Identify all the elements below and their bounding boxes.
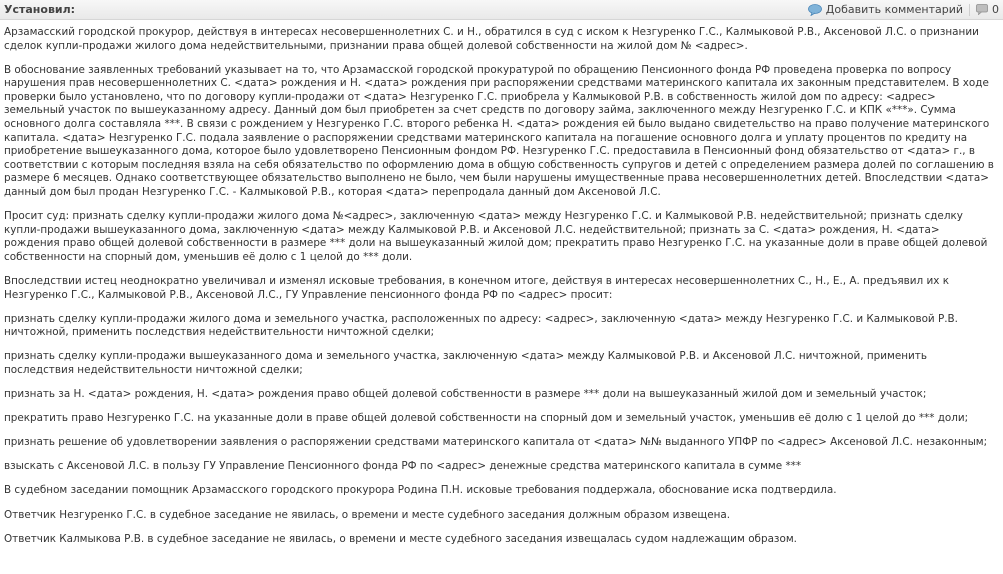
add-comment-label: Добавить комментарий: [825, 3, 963, 16]
paragraph-prosecutor: В судебном заседании помощник Арзамасского городского прокурора Родина П.Н. исковые требования поддержала, обоснование иска подтвердила.: [4, 484, 837, 497]
paragraph-demand-5: признать решение об удовлетворении заявления о распоряжении средствами материнского капитала от <дата> №№ выданного УПФР по <адрес> Аксеновой Л.С. незаконным;: [4, 436, 988, 449]
section-title: Установил:: [4, 3, 76, 16]
paragraph-defendant-2: Ответчик Калмыкова Р.В. в судебное заседание не явилась, о времени и месте судебного заседания извещалась судом надлежащим образом.: [4, 532, 797, 545]
paragraph-demand-2: признать сделку купли-продажи вышеуказанного дома и земельного участка, заключенную <дата> между Калмыковой Р.В. и Аксеновой Л.С. ничтожной, применить последствия недействительности ничтожной сделки;: [4, 350, 927, 376]
header-actions: [808, 3, 999, 16]
ruling-text: [4, 26, 994, 557]
paragraph-demand-4: прекратить право Незгуренко Г.С. на указанные доли в праве общей долевой собственности на спорный дом и земельный участок, уменьшив её долю с 1 целой до *** доли;: [4, 412, 969, 425]
section-header: [0, 0, 1003, 20]
comments-count-icon: [976, 4, 988, 15]
paragraph-amended-claims: Впоследствии истец неоднократно увеличивал и изменял исковые требования, в конечном итоге, действуя в интересах несовершеннолетних С., Н., Е., А. предъявил их к Незгуренко Г.С., Калмыковой Р.В., Аксеновой Л.С., ГУ Управление пенсионного фонда РФ по <адрес> просит:: [4, 275, 949, 301]
paragraph-defendant-1: Ответчик Незгуренко Г.С. в судебное заседание не явилась, о времени и месте судебного заседания должным образом извещена.: [4, 508, 731, 521]
add-comment-button[interactable]: [808, 3, 963, 16]
paragraph-claim: Арзамасский городской прокурор, действуя в интересах несовершеннолетних С. и Н., обратился в суд с иском к Незгуренко Г.С., Калмыковой Р.В., Аксеновой Л.С. о признании сделок купли-продажи жилого дома недействительными, признании права общей долевой собственности на жилой дом № <адрес>.: [4, 26, 979, 52]
paragraph-demand-6: взыскать с Аксеновой Л.С. в пользу ГУ Управление Пенсионного фонда РФ по <адрес> денежные средства материнского капитала в сумме ***: [4, 460, 802, 473]
comments-count: 0: [992, 3, 999, 16]
paragraph-grounds: В обоснование заявленных требований указывает на то, что Арзамасской городской прокуратурой по обращению Пенсионного фонда РФ проведена проверка по вопросу нарушения прав несовершеннолетних С. <дата> рождения и Н. <дата> рождения при распоряжении средствами материнского капитала их законным представителем. В ходе проверки было установлено, что по договору купли-продажи от <дата> Незгуренко Г.С. приобрела у Калмыковой Р.В. в собственность жилой дом по адресу: <адрес> земельный участок по вышеуказанному адресу. Данный дом был приобретен за счет средств по договору займа, заключенного между Незгуренко Г.С. и КПК «***». Сумма основного долга составляла ***. В связи с рождением у Незгуренко Г.С. второго ребенка Н. <дата> рождения ей было выдано свидетельство на право получение материнского капитала. <дата> Незгуренко Г.С. подала заявление о распоряжении средствами материнского капитала на погашение основного долга и уплату процентов по кредиту на приобретение вышеуказанного дома, которое было удовлетворено Пенсионным фондом РФ. Незгуренко Г.С. предоставила в Пенсионный фонд обязательство от <дата> г., в соответствии с которым последняя взяла на себя обязательство по оформлению дома в общую собственность супругов и детей с определением размера долей по соглашению в размере 6 месяцев. Однако соответствующее обязательство выполнено не было, чем были нарушены имущественные права несовершеннолетних детей. Впоследствии <дата> данный дом был продан Незгуренко Г.С. - Калмыковой Р.В., которая <дата> перепродала данный дом Аксеновой Л.С.: [4, 63, 994, 199]
paragraph-demand-3: признать за Н. <дата> рождения, Н. <дата> рождения право общей долевой собственности в размере *** доли на вышеуказанный жилой дом и земельный участок;: [4, 388, 927, 401]
paragraph-request: Просит суд: признать сделку купли-продажи жилого дома №<адрес>, заключенную <дата> между Незгуренко Г.С. и Калмыковой Р.В. недействительной; признать сделку купли-продажи вышеуказанного дома, заключенную <дата> между Калмыковой Р.В. и Аксеновой Л.С. недействительной; признать за С. <дата> рождения, Н. <дата> рождения право общей долевой собственности в размере *** доли на вышеуказанный жилой дом; прекратить право Незгуренко Г.С. на указанные доли в праве общей долевой собственности на спорный дом, уменьшив её долю с 1 целой до *** доли.: [4, 210, 988, 263]
speech-bubble-icon: [808, 4, 822, 16]
paragraph-demand-1: признать сделку купли-продажи жилого дома и земельного участка, расположенных по адресу: <адрес>, заключенную <дата> между Незгуренко Г.С. и Калмыковой Р.В. ничтожной, применить последствия недействительности ничтожной сделки;: [4, 312, 958, 339]
header-divider: [969, 4, 970, 16]
